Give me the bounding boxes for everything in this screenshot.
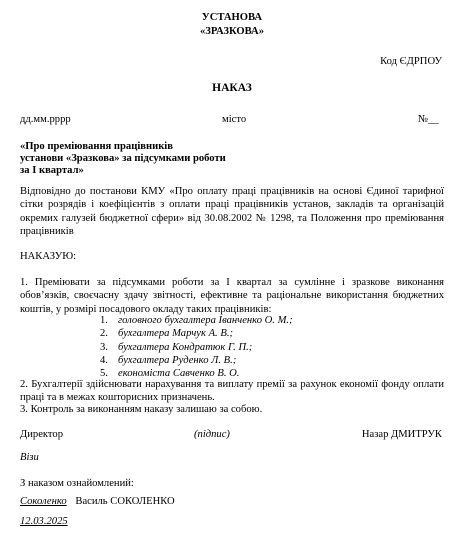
- signature-placeholder: (підпис): [194, 429, 230, 440]
- preamble-paragraph: Відповідно до постанови КМУ «Про оплату праці працівників на основі Єдиної тарифної сітки розрядів і коефіцієнтів з оплати праці працівників установ, закладів та організацій окремих галузей бюджетної сфери» від 30.08.2002 № 1298, та Положення про преміювання працівників: [20, 186, 444, 237]
- signature-position: Директор: [20, 429, 63, 440]
- employee-number: 5.: [100, 368, 108, 380]
- employee-name: головного бухгалтера Іванченко О. М.;: [118, 315, 293, 326]
- subject-line-1: «Про преміювання працівників: [20, 141, 173, 152]
- employee-number: 2.: [100, 328, 108, 340]
- order-word: НАКАЗУЮ:: [20, 251, 77, 262]
- employee-list: [100, 314, 293, 380]
- employee-name: бухгалтера Марчук А. В.;: [118, 328, 233, 340]
- employee-list-item: [100, 341, 293, 354]
- employee-number: 3.: [100, 341, 108, 353]
- document-title: НАКАЗ: [212, 82, 252, 94]
- edrpou-code-label: Код ЄДРПОУ: [380, 56, 442, 67]
- employee-list-item: [100, 327, 293, 340]
- organization-name-line2: «ЗРАЗКОВА»: [200, 26, 264, 37]
- order-item-2: 2. Бухгалтерії здійснювати нарахування та виплату премії за рахунок економії фонду оплати праці та в межах кошторисних призначень.: [20, 379, 444, 404]
- acquainted-label: З наказом ознайомлений:: [20, 478, 134, 489]
- organization-name-line1: УСТАНОВА: [201, 12, 263, 23]
- subject-line-3: за I квартал»: [20, 165, 84, 176]
- acquainted-signature-row: [20, 495, 175, 508]
- acquainted-date: 12.03.2025: [20, 516, 68, 527]
- employee-number: 4.: [100, 354, 108, 366]
- document-number: №__: [418, 114, 439, 125]
- document-city: місто: [222, 114, 247, 125]
- subject-line-2: установи «Зразкова» за підсумками роботи: [20, 153, 226, 164]
- employee-number: 1.: [100, 315, 108, 326]
- acquainted-name: Василь СОКОЛЕНКО: [75, 496, 175, 507]
- acquainted-signature: Соколенко: [20, 496, 67, 507]
- employee-list-item: [100, 314, 293, 327]
- order-item-3: 3. Контроль за виконанням наказу залишаю за собою.: [20, 404, 263, 415]
- document-date: дд.мм.рррр: [20, 114, 71, 125]
- employee-name: економіста Савченко В. О.: [118, 368, 240, 380]
- employee-list-item: [100, 354, 293, 367]
- order-item-1: 1. Преміювати за підсумками роботи за I квартал за сумлінне і зразкове виконання обов’язків, своєчасну здачу звітності, ефективне та раціональне використання бюджетних коштів, у розмірі посадового окладу таких працівників:: [20, 277, 444, 315]
- employee-name: бухгалтера Кондратюк Г. П.;: [118, 341, 253, 353]
- signatory-name: Назар ДМИТРУК: [361, 429, 442, 440]
- employee-name: бухгалтера Руденко Л. В.;: [118, 354, 237, 366]
- visas-label: Візи: [20, 452, 39, 463]
